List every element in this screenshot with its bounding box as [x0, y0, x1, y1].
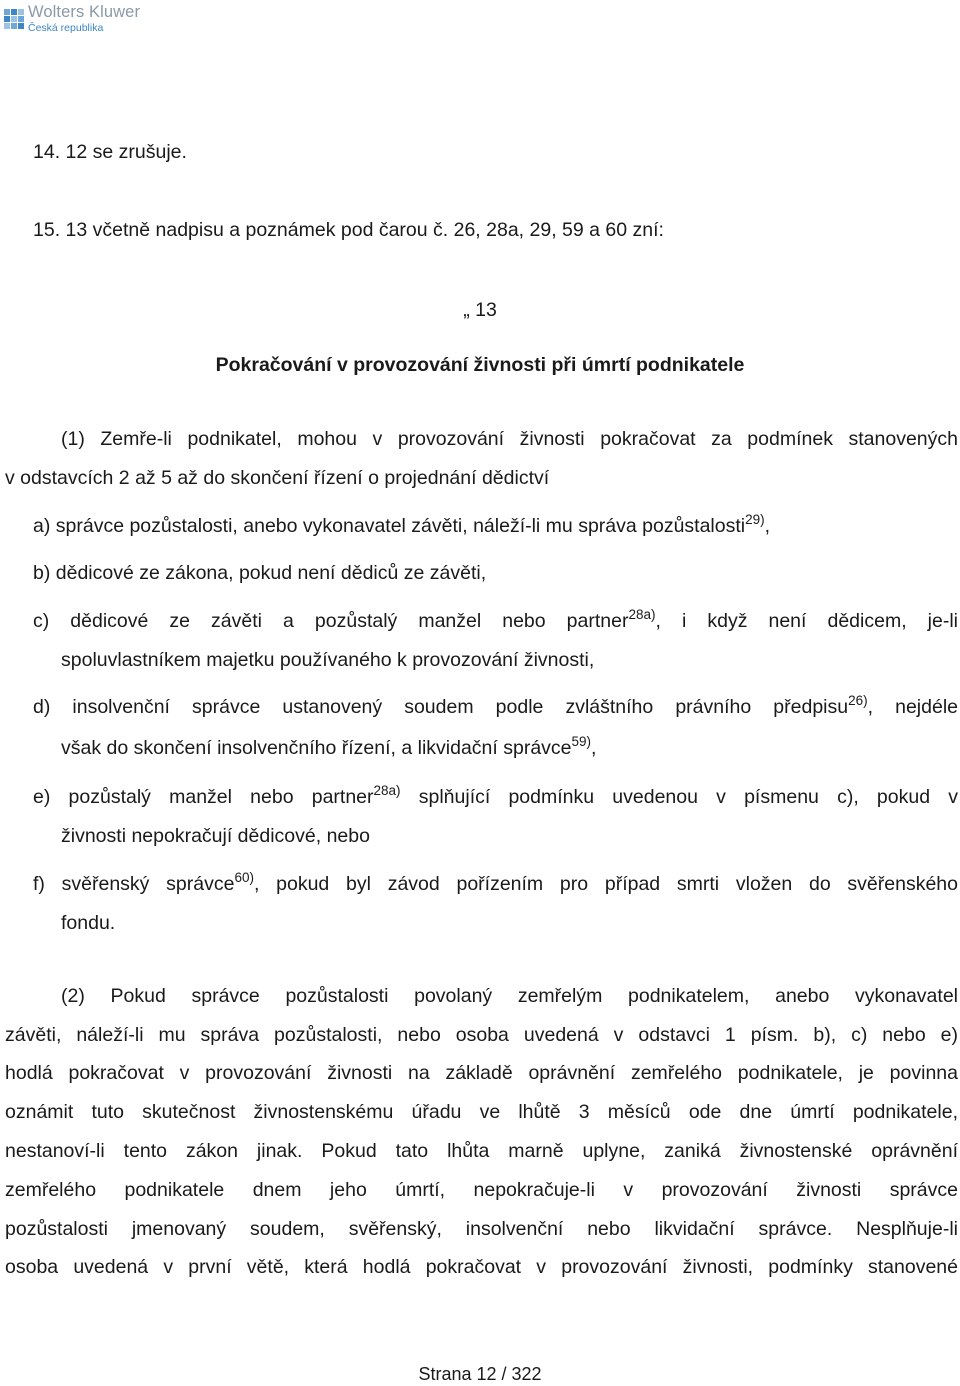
amendment-point-14: 14. 12 se zrušuje.: [33, 141, 187, 163]
logo-name: Wolters Kluwer: [28, 3, 141, 21]
paragraph-2-line-5: nestanoví-li tento zákon jinak. Pokud tato lhůta marně uplyne, zaniká živnostenské oprávnění: [5, 1140, 958, 1162]
item-f-line-1: f) svěřenský správce$^{60)}$, pokud byl závod pořízením pro případ smrti vložen do svěřenského: [33, 870, 958, 895]
item-a: a) správce pozůstalosti, anebo vykonavatel závěti, náleží-li mu správa pozůstalosti$^{29)}$,: [33, 512, 771, 537]
paragraph-2-line-8: osoba uvedená v první větě, která hodlá pokračovat v provozování živnosti, podmínky stanovené: [5, 1256, 958, 1278]
footnote-ref-28a-e: 28a): [373, 783, 401, 798]
paragraph-1-line-2: v odstavcích 2 až 5 až do skončení řízení o projednání dědictví: [5, 467, 550, 489]
footnote-ref-28a: 28a): [628, 607, 656, 622]
item-f-line-2: fondu.: [61, 912, 116, 934]
logo-emblem-icon: [4, 9, 24, 29]
footnote-ref-26: 26): [848, 693, 868, 708]
paragraph-2-line-4: oznámit tuto skutečnost živnostenskému úřadu ve lhůtě 3 měsíců ode dne úmrtí podnikatele,: [5, 1101, 958, 1123]
section-number: „ 13: [463, 299, 497, 321]
item-b: b) dědicové ze zákona, pokud není dědiců ze závěti,: [33, 562, 487, 584]
footnote-ref-60: 60): [234, 870, 254, 885]
item-d-line-1: d) insolvenční správce ustanovený soudem podle zvláštního právního předpisu$^{26)}$, nejdéle: [33, 693, 958, 718]
paragraph-2-line-3: hodlá pokračovat v provozování živnosti na základě oprávnění zemřelého podnikatele, je povinna: [5, 1062, 958, 1084]
wolters-kluwer-logo: [4, 4, 140, 33]
paragraph-1-line-1: (1) Zemře-li podnikatel, mohou v provozování živnosti pokračovat za podmínek stanovených: [61, 428, 958, 450]
item-a-text: a) správce pozůstalosti, anebo vykonavatel závěti, náleží-li mu správa pozůstalosti: [33, 515, 746, 537]
item-e-line-1: e) pozůstalý manžel nebo partner$^{28a)}$ splňující podmínku uvedenou v písmenu c), pokud v: [33, 783, 958, 808]
paragraph-2-line-2: závěti, náleží-li mu správa pozůstalosti, nebo osoba uvedená v odstavci 1 písm. b), c) nebo e): [5, 1024, 958, 1046]
paragraph-2-line-1: (2) Pokud správce pozůstalosti povolaný zemřelým podnikatelem, anebo vykonavatel: [61, 985, 958, 1007]
footnote-ref-29: 29): [745, 512, 765, 527]
footnote-ref-59: 59): [571, 734, 592, 749]
item-e-line-2: živnosti nepokračují dědicové, nebo: [61, 825, 370, 847]
item-d-line-2: však do skončení insolvenčního řízení, a likvidační správce$^{59)}$,: [61, 734, 597, 759]
logo-subtitle: Česká republika: [28, 21, 104, 34]
paragraph-2-line-7: pozůstalosti jmenovaný soudem, svěřenský, insolvenční nebo likvidační správce. Nesplňuje-li: [5, 1218, 958, 1240]
paragraph-2-line-6: zemřelého podnikatele dnem jeho úmrtí, nepokračuje-li v provozování živnosti správce: [5, 1179, 958, 1201]
section-title: Pokračování v provozování živnosti při úmrtí podnikatele: [215, 354, 745, 376]
item-c-line-2: spoluvlastníkem majetku používaného k provozování živnosti,: [61, 649, 595, 671]
page-number: Strana 12 / 322: [418, 1364, 542, 1384]
amendment-point-15: 15. 13 včetně nadpisu a poznámek pod čarou č. 26, 28a, 29, 59 a 60 zní:: [33, 219, 664, 241]
item-c-line-1: c) dědicové ze závěti a pozůstalý manžel nebo partner$^{28a)}$, i když není dědicem, je-li: [33, 607, 958, 632]
